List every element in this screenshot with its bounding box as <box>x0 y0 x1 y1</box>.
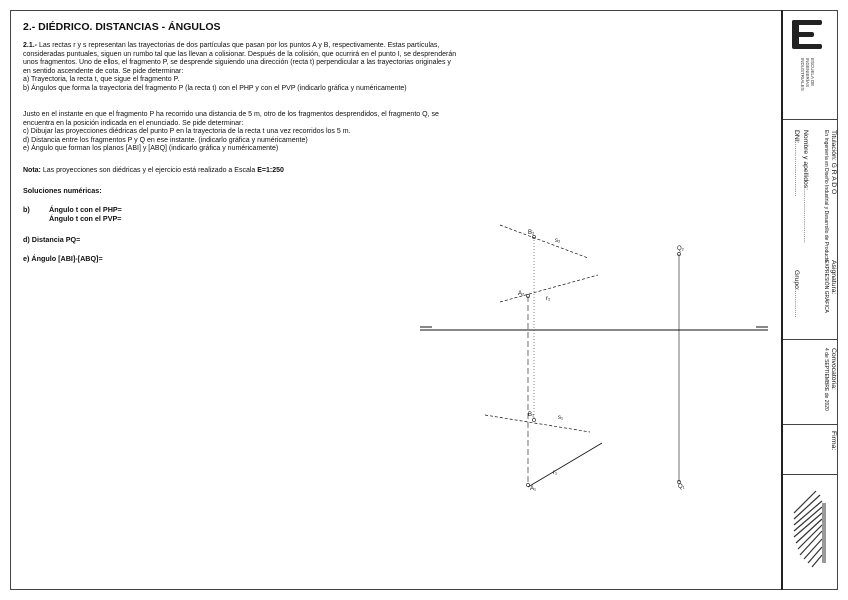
solutions-heading: Soluciones numéricas: <box>23 186 102 195</box>
asignatura-label: Asignatura: <box>830 260 837 295</box>
note-scale: E=1:250 <box>257 167 284 174</box>
student-name-field: Nombre y apellidos:............................ <box>802 130 809 243</box>
statement-line: Justo en el instante en que el fragmento P ha recorrido una distancia de 5 m, otro de los fragmentos desprendidos, el fragmento Q, se <box>23 111 439 118</box>
convocatoria-value: 4 de SEPTIEMBRE de 2020 <box>823 348 829 411</box>
statement-line: e) Ángulo que forman los planos [ABI] y [ABQ] (indicarlo gráfica y numéricamente) <box>23 145 279 153</box>
convocatoria-label: Convocatoria: <box>830 348 837 390</box>
label-B1: B₁ <box>528 412 535 418</box>
solution-b-row-1 <box>23 205 122 214</box>
statement-part-1 <box>23 42 583 94</box>
label-Q1: Q₁ <box>678 484 685 490</box>
university-emblem-cell <box>783 475 838 590</box>
label-s1: s₁ <box>558 415 564 421</box>
signature-cell <box>783 425 838 475</box>
dni-field: DNI:............................ <box>793 130 800 197</box>
school-logo-cell <box>783 10 838 120</box>
school-name-line: INGENIERÍAS <box>805 58 810 88</box>
university-emblem-icon <box>786 483 836 583</box>
statement-part-2 <box>23 111 583 154</box>
title-block <box>781 10 838 590</box>
statement-line: d) Distancia entre los fragmentos P y Q en ese instante. (indicarlo gráfica y numéricamente) <box>23 136 308 144</box>
statement-line: Las rectas r y s representan las trayectorias de dos partículas que pasan por los puntos A y B, respectivamente. Estas partículas, <box>37 42 440 49</box>
grupo-field: Grupo:.............. <box>793 270 800 318</box>
statement-line: en sentido ascendente de cota. Se pide determinar: <box>23 67 184 75</box>
dihedral-drawing <box>410 210 770 500</box>
statement-line: a) Trayectoria, la recta t, que sigue el fragmento P. <box>23 76 180 84</box>
statement-line: b) Ángulos que forma la trayectoria del fragmento P (la recta t) con el PHP y con el PVP (indicarlo gráfica y numéricamente) <box>23 84 407 92</box>
titulacion-value: En Ingeniería en Diseño Industrial y Desarrollo de Producto <box>823 130 829 262</box>
student-data-cell <box>783 120 838 340</box>
label-A2: A₂ <box>518 291 525 297</box>
school-name <box>800 58 815 91</box>
asignatura-value: EXPRESIÓN GRÁFICA <box>823 260 829 313</box>
line-s2-hidden <box>500 225 588 258</box>
label-A1: A₁ <box>530 486 537 492</box>
statement-line: c) Dibujar las proyecciones diédricas del punto P en la trayectoria de la recta t una vez recorridos los 5 m. <box>23 128 351 136</box>
label-Q2: Q₂ <box>677 246 684 252</box>
label-r1: r₁ <box>553 470 558 476</box>
school-name-line: ESCUELA DE <box>810 58 815 87</box>
note-label: Nota: <box>23 167 41 174</box>
solution-d: d) Distancia PQ= <box>23 235 81 244</box>
note <box>23 167 583 176</box>
solution-b-pvp: Ángulo t con el PVP= <box>49 214 122 223</box>
line-s1 <box>485 415 590 432</box>
statement-line: encuentra en la posición indicada en el enunciado. Se pide determinar: <box>23 119 244 127</box>
solution-e: e) Ángulo [ABI]-[ABQ]= <box>23 254 103 263</box>
school-logo-icon <box>791 18 825 52</box>
statement-line: consideradas puntuales, siguen un rumbo tal que las llevan a colisionar. Después de la colisión, que ocurrirá en el punto I, se desprenderán <box>23 50 457 58</box>
exercise-number: 2.1.- <box>23 42 38 49</box>
solution-b-php: Ángulo t con el PHP= <box>49 205 122 214</box>
statement-line: unos fragmentos. Uno de ellos, el fragmento P, se desprende siguiendo una dirección (recta t) perpendicular a las trayectorias originales y <box>23 59 451 67</box>
note-text: Las proyecciones son diédricas y el ejercicio está realizado a Escala <box>40 167 258 174</box>
titulacion-label: Titulación: G R A D O <box>830 130 837 195</box>
solution-b-label: b) <box>23 205 30 214</box>
label-r2: r₂ <box>546 296 551 302</box>
firma-label: Firma: <box>830 431 837 451</box>
line-r1 <box>528 443 602 487</box>
label-B2: B₂ <box>528 230 535 236</box>
label-s2: s₂ <box>555 238 561 244</box>
convocatoria-cell <box>783 340 838 425</box>
school-name-line: INDUSTRIALES <box>800 58 805 91</box>
exercise-title: 2.- DIÉDRICO. DISTANCIAS - ÁNGULOS <box>23 21 221 33</box>
